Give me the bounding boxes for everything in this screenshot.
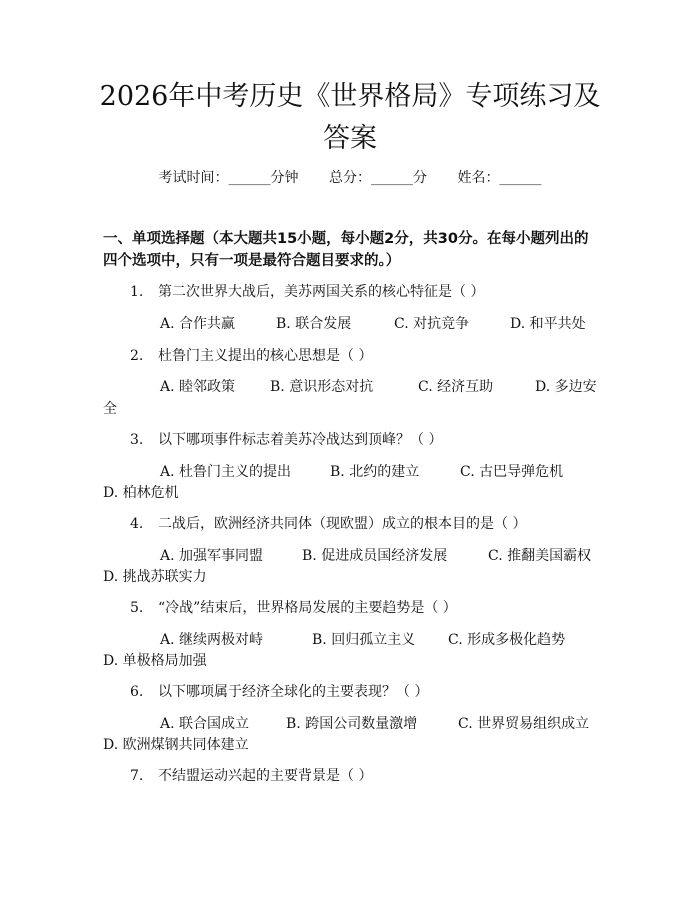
question-text: 二战后，欧洲经济共同体（现欧盟）成立的根本目的是（ ） bbox=[158, 516, 527, 532]
option-c: C. 世界贸易组织成立 bbox=[458, 716, 590, 732]
question-text: 以下哪项事件标志着美苏冷战达到顶峰？（ ） bbox=[158, 432, 443, 448]
option-c: C. 古巴导弹危机 bbox=[460, 464, 564, 480]
question-text: 第二次世界大战后，美苏两国关系的核心特征是（ ） bbox=[158, 284, 485, 300]
option-a: A. 加强军事同盟 bbox=[160, 548, 264, 564]
option-c: C. 经济互助 bbox=[418, 379, 494, 395]
question-number: 6. bbox=[130, 684, 144, 700]
question-text: 不结盟运动兴起的主要背景是（ ） bbox=[158, 768, 373, 784]
question-text: “冷战”结束后，世界格局发展的主要趋势是（ ） bbox=[158, 600, 457, 616]
option-c: C. 对抗竞争 bbox=[394, 316, 470, 332]
question-stem bbox=[130, 765, 372, 787]
document-title: 2026年中考历史《世界格局》专项练习及答案 bbox=[99, 81, 601, 154]
question-number: 5. bbox=[130, 600, 144, 616]
option-b: B. 意识形态对抗 bbox=[270, 379, 374, 395]
question-options bbox=[160, 461, 563, 483]
question-stem bbox=[130, 429, 442, 451]
option-b: B. 促进成员国经济发展 bbox=[302, 548, 448, 564]
exam-time-label: 考试时间：______分钟 bbox=[158, 170, 299, 186]
question-number: 3. bbox=[130, 432, 144, 448]
question-options bbox=[160, 713, 589, 735]
option-a: A. 合作共赢 bbox=[160, 316, 236, 332]
option-d: D. 欧洲煤钢共同体建立 bbox=[103, 737, 249, 753]
option-d: D. 多边安 bbox=[535, 379, 597, 395]
question-stem bbox=[130, 597, 457, 619]
question-number: 2. bbox=[130, 348, 144, 364]
question-options bbox=[160, 376, 597, 398]
option-b: B. 跨国公司数量激增 bbox=[286, 716, 418, 732]
option-d: D. 挑战苏联实力 bbox=[103, 569, 207, 585]
question-stem bbox=[130, 281, 484, 303]
total-score-label: 总分：______分 bbox=[329, 170, 427, 186]
section-heading: 一、单项选择题（本大题共15小题，每小题2分，共30分。在每小题列出的四个选项中，只有一项是最符合题目要求的。） bbox=[103, 231, 589, 269]
option-d: D. 柏林危机 bbox=[103, 485, 179, 501]
exam-meta-row bbox=[0, 167, 700, 187]
option-wrap-continuation: 全 bbox=[103, 401, 117, 417]
option-d: D. 和平共处 bbox=[510, 316, 586, 332]
question-number: 1. bbox=[130, 284, 144, 300]
question-stem bbox=[130, 513, 526, 535]
option-a: A. 杜鲁门主义的提出 bbox=[160, 464, 292, 480]
option-a: A. 继续两极对峙 bbox=[160, 632, 264, 648]
question-number: 7. bbox=[130, 768, 144, 784]
question-text: 杜鲁门主义提出的核心思想是（ ） bbox=[158, 348, 373, 364]
question-options bbox=[160, 545, 591, 567]
question-text: 以下哪项属于经济全球化的主要表现？（ ） bbox=[158, 684, 429, 700]
option-b: B. 联合发展 bbox=[276, 316, 352, 332]
question-options bbox=[160, 313, 586, 335]
question-options bbox=[160, 629, 565, 651]
question-stem bbox=[130, 345, 372, 367]
option-a: A. 睦邻政策 bbox=[160, 379, 236, 395]
option-a: A. 联合国成立 bbox=[160, 716, 250, 732]
student-name-label: 姓名：______ bbox=[457, 170, 542, 186]
option-b: B. 北约的建立 bbox=[330, 464, 420, 480]
option-b: B. 回归孤立主义 bbox=[312, 632, 416, 648]
option-c: C. 推翻美国霸权 bbox=[488, 548, 592, 564]
question-stem bbox=[130, 681, 428, 703]
question-number: 4. bbox=[130, 516, 144, 532]
option-c: C. 形成多极化趋势 bbox=[448, 632, 566, 648]
option-d: D. 单极格局加强 bbox=[103, 653, 207, 669]
